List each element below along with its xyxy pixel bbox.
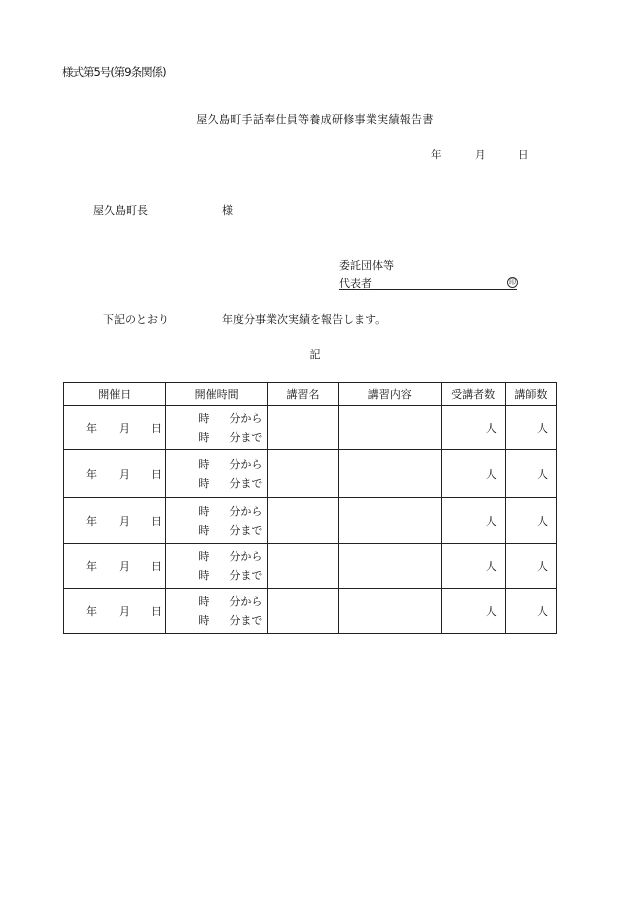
- instructors-unit: 人: [537, 605, 548, 618]
- row-year-label: 年: [86, 514, 97, 528]
- instructors-unit: 人: [537, 514, 548, 528]
- date-cell[interactable]: [64, 544, 166, 589]
- course-name-cell[interactable]: [267, 544, 338, 589]
- form-number: 様式第5号(第9条関係): [62, 65, 166, 79]
- time-cell[interactable]: [166, 544, 267, 589]
- row-day-label: 日: [151, 421, 162, 435]
- start-minute-label: 分から: [229, 411, 263, 425]
- addressee: 屋久島町長: [93, 204, 148, 217]
- end-hour-label: 時: [198, 476, 210, 490]
- attendees-unit: 人: [485, 514, 497, 528]
- time-cell[interactable]: [166, 450, 267, 498]
- start-hour-label: 時: [198, 504, 210, 518]
- attendees-unit: 人: [485, 467, 497, 481]
- header-date: 開催日: [64, 383, 166, 406]
- instructors-cell[interactable]: [505, 589, 556, 634]
- course-content-cell[interactable]: [339, 544, 441, 589]
- table-row: [64, 544, 557, 589]
- time-cell[interactable]: [166, 589, 267, 634]
- date-cell[interactable]: [64, 589, 166, 634]
- row-day-label: 日: [151, 560, 162, 573]
- instructors-cell[interactable]: [505, 406, 556, 450]
- instructors-cell[interactable]: [505, 544, 556, 589]
- header-course-content: 講習内容: [339, 383, 441, 406]
- end-hour-label: 時: [198, 569, 210, 582]
- start-hour-label: 時: [198, 550, 210, 563]
- end-hour-label: 時: [198, 430, 210, 444]
- row-month-label: 月: [119, 605, 130, 618]
- row-day-label: 日: [151, 514, 162, 528]
- header-time: 開催時間: [166, 383, 267, 406]
- start-minute-label: 分から: [229, 595, 263, 608]
- end-hour-label: 時: [198, 614, 210, 627]
- time-cell[interactable]: [166, 498, 267, 544]
- instructors-cell[interactable]: [505, 450, 556, 498]
- table-row: [64, 406, 557, 450]
- row-day-label: 日: [151, 605, 162, 618]
- start-minute-label: 分から: [229, 550, 263, 563]
- table-header-row: [64, 383, 557, 406]
- seal-mark-icon: 印: [509, 278, 516, 286]
- attendees-cell[interactable]: [441, 544, 505, 589]
- representative-signature-line[interactable]: [339, 289, 517, 290]
- row-year-label: 年: [86, 605, 97, 618]
- attendees-cell[interactable]: [441, 406, 505, 450]
- course-name-cell[interactable]: [267, 406, 338, 450]
- course-name-cell[interactable]: [267, 498, 338, 544]
- row-year-label: 年: [86, 560, 97, 573]
- end-minute-label: 分まで: [229, 569, 263, 582]
- representative-label: 代表者: [339, 277, 372, 290]
- end-minute-label: 分まで: [229, 430, 263, 444]
- course-content-cell[interactable]: [339, 450, 441, 498]
- row-year-label: 年: [86, 421, 97, 435]
- date-cell[interactable]: [64, 450, 166, 498]
- course-content-cell[interactable]: [339, 406, 441, 450]
- row-month-label: 月: [119, 560, 130, 573]
- end-minute-label: 分まで: [229, 614, 263, 627]
- time-cell[interactable]: [166, 406, 267, 450]
- document-title: 屋久島町手話奉仕員等養成研修事業実績報告書: [196, 113, 434, 126]
- end-minute-label: 分まで: [229, 523, 263, 537]
- start-hour-label: 時: [198, 595, 210, 608]
- header-attendees: 受講者数: [441, 383, 505, 406]
- instructors-unit: 人: [537, 467, 548, 481]
- row-month-label: 月: [119, 467, 130, 481]
- header-instructors: 講師数: [505, 383, 556, 406]
- course-name-cell[interactable]: [267, 450, 338, 498]
- course-name-cell[interactable]: [267, 589, 338, 634]
- end-minute-label: 分まで: [229, 476, 263, 490]
- instructors-cell[interactable]: [505, 498, 556, 544]
- attendees-unit: 人: [485, 560, 497, 573]
- row-year-label: 年: [86, 467, 97, 481]
- row-day-label: 日: [151, 467, 162, 481]
- course-content-cell[interactable]: [339, 498, 441, 544]
- attendees-cell[interactable]: [441, 450, 505, 498]
- start-minute-label: 分から: [229, 504, 263, 518]
- attendees-cell[interactable]: [441, 498, 505, 544]
- table-row: [64, 498, 557, 544]
- row-month-label: 月: [119, 514, 130, 528]
- instructors-unit: 人: [537, 560, 548, 573]
- ki-label: 記: [309, 348, 321, 361]
- date-year-label: 年: [431, 149, 442, 161]
- date-day-label: 日: [518, 149, 529, 161]
- instructors-unit: 人: [537, 421, 548, 435]
- date-cell[interactable]: [64, 498, 166, 544]
- org-label: 委託団体等: [339, 259, 394, 272]
- attendees-cell[interactable]: [441, 589, 505, 634]
- body-text-prefix: 下記のとおり: [103, 313, 169, 326]
- course-content-cell[interactable]: [339, 589, 441, 634]
- start-hour-label: 時: [198, 457, 210, 471]
- body-text-suffix: 年度分事業次実績を報告します。: [222, 313, 387, 326]
- table-row: [64, 450, 557, 498]
- row-month-label: 月: [119, 421, 130, 435]
- report-table: [63, 382, 557, 634]
- start-hour-label: 時: [198, 411, 210, 425]
- date-cell[interactable]: [64, 406, 166, 450]
- start-minute-label: 分から: [229, 457, 263, 471]
- date-month-label: 月: [475, 149, 486, 161]
- attendees-unit: 人: [485, 605, 497, 618]
- attendees-unit: 人: [485, 421, 497, 435]
- table-row: [64, 589, 557, 634]
- header-course-name: 講習名: [267, 383, 338, 406]
- honorific: 様: [222, 204, 233, 217]
- end-hour-label: 時: [198, 523, 210, 537]
